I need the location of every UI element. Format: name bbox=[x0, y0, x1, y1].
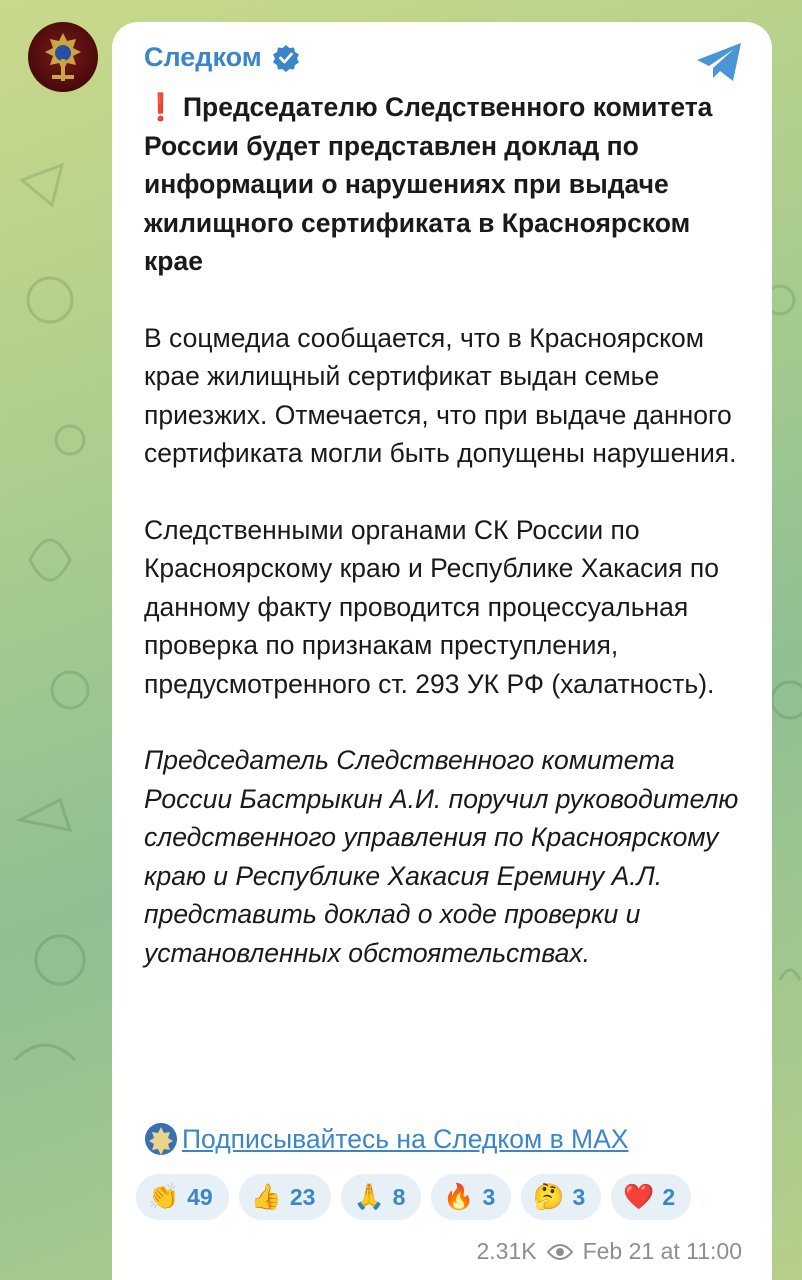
reaction-pray[interactable]: 🙏 8 bbox=[341, 1174, 421, 1220]
headline-text: Председателю Следственного комитета России будет представлен доклад по информации о нарушениях при выдаче жилищного сертификата в Красноярском крае bbox=[144, 92, 713, 276]
channel-avatar[interactable] bbox=[28, 22, 98, 92]
emblem-icon bbox=[38, 29, 88, 85]
message-bubble bbox=[112, 22, 772, 1280]
verified-check-icon bbox=[272, 44, 300, 72]
channel-name[interactable]: Следком bbox=[144, 42, 262, 72]
timestamp: Feb 21 at 11:00 bbox=[582, 1238, 742, 1264]
post-paragraph-3: Председатель Следственного комитета России Бастрыкин А.И. поручил руководителю следственного управления по Красноярскому краю и Республике Хакасия Еремину А.Л. представить доклад о ходе проверки и установленных обстоятельствах. bbox=[144, 745, 739, 968]
emblem-link-icon bbox=[144, 1122, 178, 1156]
post-paragraph-1: В соцмедиа сообщается, что в Красноярском крае жилищный сертификат выдан семье приезжих. Отмечается, что при выдаче данного сертификата могли быть допущены нарушения. bbox=[144, 322, 737, 468]
message-text bbox=[144, 88, 750, 972]
post-headline bbox=[144, 88, 750, 281]
eye-icon bbox=[547, 1243, 573, 1261]
subscribe-link-text[interactable]: Подписывайтесь на Следком в MAX bbox=[182, 1123, 629, 1154]
telegram-share-icon bbox=[694, 40, 744, 84]
reaction-heart[interactable]: ❤️ 2 bbox=[611, 1174, 691, 1220]
reaction-clap[interactable]: 👏 49 bbox=[136, 1174, 229, 1220]
post-paragraph-2: Следственными органами СК России по Красноярскому краю и Республике Хакасия по данному факту проводится процессуальная проверка по признакам преступления, предусмотренного ст. 293 УК РФ (халатность). bbox=[144, 514, 719, 699]
reaction-thumbs-up[interactable]: 👍 23 bbox=[239, 1174, 332, 1220]
exclamation-mark: ❗ bbox=[144, 92, 177, 122]
reactions-bar bbox=[136, 1174, 691, 1220]
message-meta bbox=[476, 1238, 742, 1265]
reaction-fire[interactable]: 🔥 3 bbox=[431, 1174, 511, 1220]
subscribe-link[interactable] bbox=[144, 1122, 628, 1156]
reaction-thinking[interactable]: 🤔 3 bbox=[521, 1174, 601, 1220]
share-button[interactable] bbox=[694, 40, 744, 89]
view-count: 2.31K bbox=[476, 1238, 537, 1264]
message-header bbox=[144, 42, 300, 73]
